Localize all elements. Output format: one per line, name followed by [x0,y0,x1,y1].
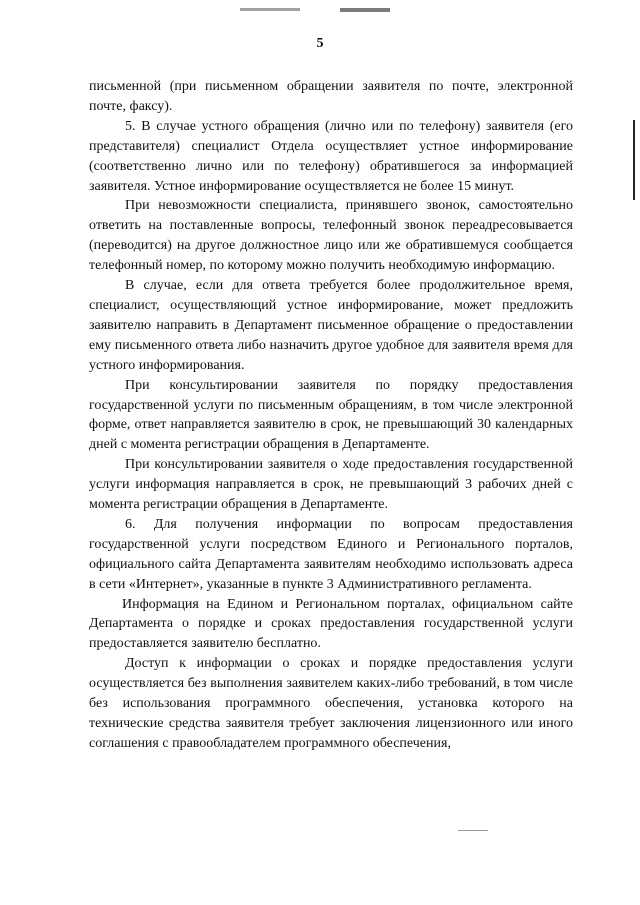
paragraph: При консультировании заявителя по порядку предоставления государственной услуги по письменным обращениям, в том числе электронной форме, ответ направляется заявителю в срок, не превышающий 30 календарных дней с момента регистрации обращения в Департаменте. [89,377,573,453]
scan-artifact-top-left [240,8,300,11]
scan-artifact-top-right [340,8,390,12]
page-number: 5 [316,36,324,51]
paragraph: В случае, если для ответа требуется более продолжительное время, специалист, осуществляющий устное информирование, может предложить заявителю направить в Департамент письменное обращение о предоставлении ему письменного ответа либо назначить другое удобное для заявителя время для устного информирования. [89,278,573,373]
document-body [89,77,573,754]
paragraph: 5. В случае устного обращения (лично или по телефону) заявителя (его представителя) специалист Отдела осуществляет устное информирование (соответственно лично или по телефону) обратившегося за информацией заявителя. Устное информирование осуществляется не более 15 минут. [89,118,573,194]
paragraph: При консультировании заявителя о ходе предоставления государственной услуги информация направляется в срок, не превышающий 3 рабочих дней с момента регистрации обращения в Департаменте. [89,457,573,513]
paragraph: Информация на Едином и Региональном порталах, официальном сайте Департамента о порядке и сроках предоставления государственной услуги предоставляется заявителю бесплатно. [89,596,573,652]
paragraph: Доступ к информации о сроках и порядке предоставления услуги осуществляется без выполнения заявителем каких-либо требований, в том числе без использования программного обеспечения, установка которого на технические средства заявителя требует заключения лицензионного или иного соглашения с правообладателем программного обеспечения, [89,656,573,751]
paragraph: письменной (при письменном обращении заявителя по почте, электронной почте, факсу). [89,79,573,114]
paragraph: При невозможности специалиста, принявшего звонок, самостоятельно ответить на поставленные вопросы, телефонный звонок переадресовывается (переводится) на другое должностное лицо или же обратившемуся сообщается телефонный номер, по которому можно получить необходимую информацию. [89,198,573,274]
scan-artifact-bottom [458,830,488,831]
paragraph: 6. Для получения информации по вопросам предоставления государственной услуги посредством Единого и Регионального порталов, официального сайта Департамента заявителям необходимо использовать адреса в сети «Интернет», указанные в пункте 3 Административного регламента. [89,516,573,592]
scan-edge-mark [633,120,635,200]
